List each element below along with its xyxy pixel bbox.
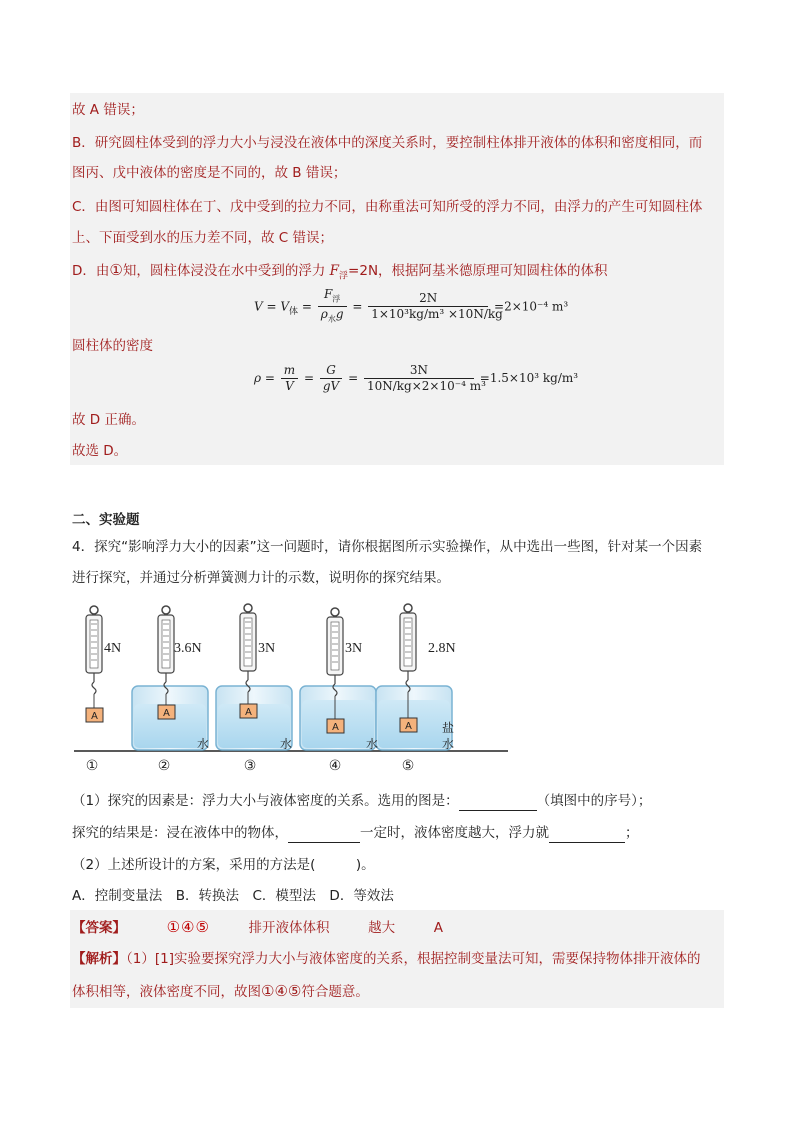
fraction: $\frac{G}{gV}$ [320, 363, 342, 394]
reading-5: 2.8N [428, 641, 456, 656]
reading-2: 3.6N [174, 641, 202, 656]
volume-formula: $V = V_体$ = $\frac{F_浮}{\rho_水g}$ = $\frac{2N}{\text{1×10³kg/m³ ×10N/kg}}$ =2×10⁻⁴ m³ [254, 287, 568, 327]
answer-blank-2[interactable] [288, 826, 360, 843]
block-label: A [405, 721, 412, 732]
figure-number-4: ④ [328, 758, 342, 774]
reading-3: 3N [258, 641, 276, 656]
solution-line-c1: C．由图可知圆柱体在丁、戊中受到的拉力不同，由称重法可知所受的浮力不同，由浮力的产生可知圆柱体 [72, 199, 703, 215]
circled-number: ① [109, 261, 123, 279]
question-text-1: 4．探究“影响浮力大小的因素”这一问题时，请你根据图所示实验操作，从中选出一些图，针对某一个因素 [72, 539, 703, 555]
reading-1: 4N [104, 641, 122, 656]
sub-question-1: （1）探究的因素是：浮力大小与液体密度的关系。选用的图是： （填图中的序号）； [72, 793, 652, 809]
solution-line-choice: 故选 D。 [72, 443, 128, 459]
density-formula: ρ = $\frac{m}{V}$ = $\frac{G}{gV}$ = $\frac{3N}{\text{10N/kg×2×10⁻⁴ m³}}$ =1.5×10³ kg/m³ [254, 363, 579, 393]
solution-line-c2: 上、下面受到水的压力差不同，故 C 错误； [72, 230, 334, 246]
block-label: A [245, 707, 252, 718]
solution-line-d-correct: 故 D 正确。 [72, 412, 145, 428]
fraction: $\frac{3N}{\text{10N/kg×2×10⁻⁴ m³}}$ [364, 363, 474, 394]
solution-line-density: 圆柱体的密度 [72, 338, 153, 354]
question-text-2: 进行探究，并通过分析弹簧测力计的示数，说明你的探究结果。 [72, 570, 450, 586]
figure-number-2: ② [157, 758, 171, 774]
block-label: A [91, 711, 98, 722]
solution-line-d1: D．由①知，圆柱体浸没在水中受到的浮力 $F_浮=2N$，根据阿基米德原理可知圆柱体的体积 [72, 261, 608, 282]
figure-number-3: ③ [243, 758, 257, 774]
solution-line-b1: B．研究圆柱体受到的浮力大小与浸没在液体中的深度关系时，要控制柱体排开液体的体积和密度相同，而 [72, 135, 703, 151]
analysis-line-1: 【解析】（1）[1]实验要探究浮力大小与液体密度的关系，根据控制变量法可知，需要保持物体排开液体的 [72, 951, 701, 967]
answer-blank-1[interactable] [459, 794, 537, 811]
sub-question-2: （2）上述所设计的方案，采用的方法是( )。 [72, 857, 375, 873]
scale-1 [86, 606, 103, 722]
options: A．控制变量法 B．转换法 C．模型法 D．等效法 [72, 888, 394, 904]
liquid-label-salt: 盐 [442, 721, 455, 735]
block-label: A [332, 722, 339, 733]
beaker-5 [376, 604, 455, 751]
sub-question-1-result: 探究的结果是：浸在液体中的物体， 一定时，液体密度越大，浮力就 ； [72, 825, 639, 841]
experiment-figure [70, 600, 515, 780]
solution-line-a: 故 A 错误； [72, 102, 144, 118]
answer-3: 越大 [368, 920, 396, 936]
beaker-3 [216, 604, 292, 750]
answer-line: 【答案】 ①④⑤ 排开液体体积 越大 A [72, 918, 443, 936]
block-label: A [163, 708, 170, 719]
answer-1: ①④⑤ [166, 918, 210, 936]
beaker-2 [132, 606, 208, 750]
fraction: $\frac{2N}{\text{1×10³kg/m³ ×10N/kg}}$ [368, 291, 488, 322]
fraction: $\frac{m}{V}$ [281, 363, 298, 394]
section-title: 二、实验题 [72, 512, 140, 528]
liquid-label-salt: 水 [442, 737, 455, 751]
analysis-line-2: 体积相等，液体密度不同，故图①④⑤符合题意。 [72, 982, 369, 1000]
answer-blank-3[interactable] [549, 826, 625, 843]
reading-4: 3N [345, 641, 363, 656]
answer-2: 排开液体体积 [248, 920, 330, 936]
liquid-label-water: 水 [366, 737, 379, 751]
solution-line-b2: 图丙、戊中液体的密度是不同的，故 B 错误； [72, 165, 347, 181]
liquid-label-water: 水 [280, 737, 293, 751]
answer-4: A [433, 920, 443, 936]
figure-number-5: ⑤ [401, 758, 415, 774]
liquid-label-water: 水 [197, 737, 210, 751]
fraction: $\frac{F_浮}{\rho_水g}$ [318, 287, 347, 327]
figure-number-1: ① [85, 758, 99, 774]
